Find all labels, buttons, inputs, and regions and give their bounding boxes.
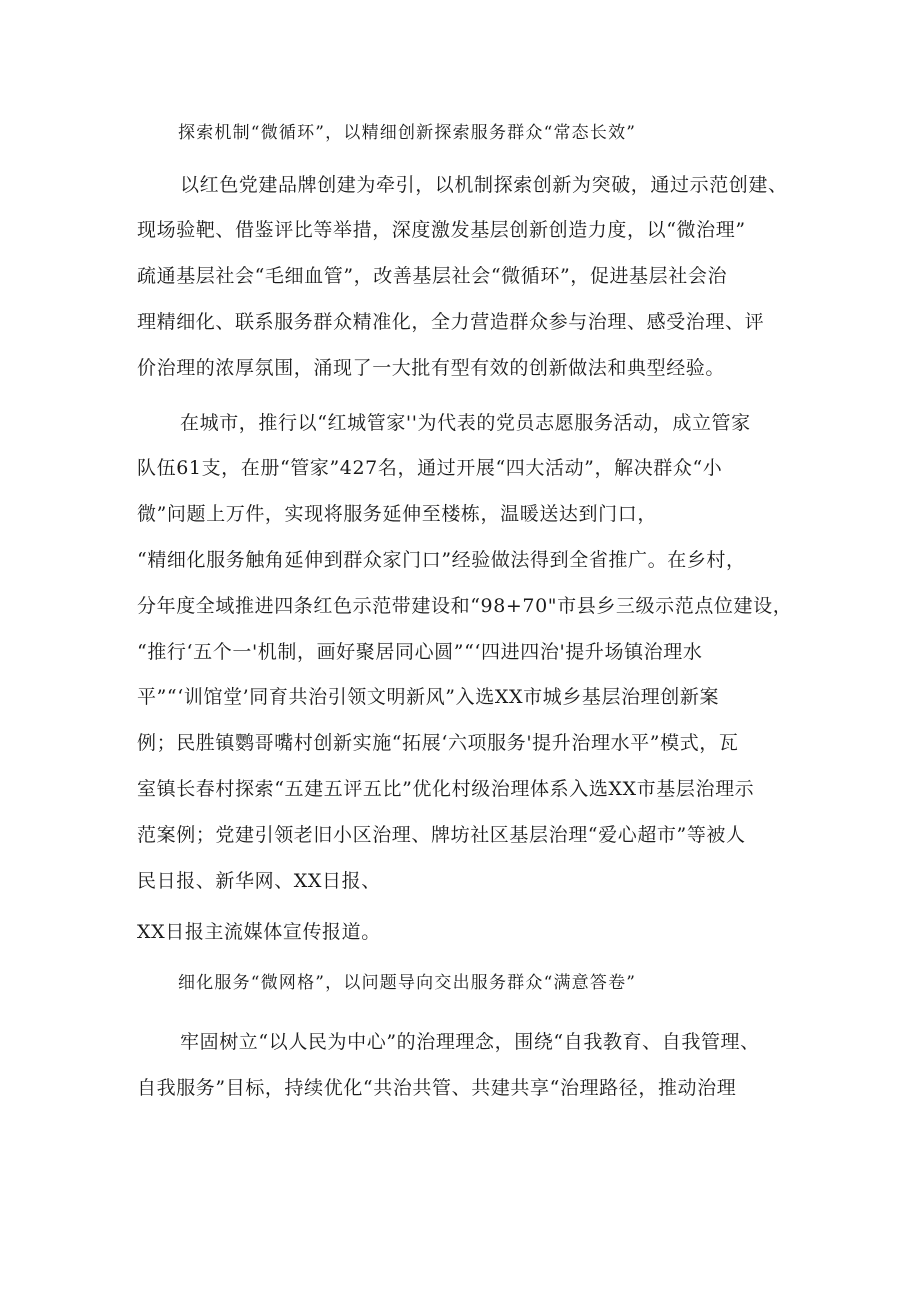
paragraph-2-line-2: 队伍61支，在册“管家”427名，通过开展“四大活动”，解决群众“小 xyxy=(137,457,723,479)
paragraph-3-line-1: 牢固树立“以人民为中心”的治理理念，围绕“自我教育、自我管理、 xyxy=(180,1031,760,1053)
paragraph-2-line-9: 室镇长春村探索“五建五评五比”优化村级治理体系入选XX市基层治理示 xyxy=(137,778,755,800)
paragraph-2-line-1: 在城市，推行以“红城管家''为代表的党员志愿服务活动，成立管家 xyxy=(180,412,751,434)
paragraph-2-line-7: 平”“‘训馆堂’同育共治引领文明新风”入选XX市城乡基层治理创新案 xyxy=(137,686,720,708)
paragraph-2-line-6: “推行‘五个一'机制，画好聚居同心圆”“‘四进四治'提升场镇治理水 xyxy=(137,641,703,663)
section-heading-1: 探索机制“微循环”，以精细创新探索服务群众“常态长效” xyxy=(178,123,637,143)
paragraph-2-line-11: 民日报、新华网、XX日报、 xyxy=(137,870,381,892)
paragraph-2-line-5: 分年度全域推进四条红色示范带建设和“98+70"市县乡三级示范点位建设， xyxy=(137,595,793,617)
section-heading-2: 细化服务“微网格”，以问题导向交出服务群众“满意答卷” xyxy=(178,973,637,993)
paragraph-1-line-3: 疏通基层社会“毛细血管”，改善基层社会“微循环”，促进基层社会治 xyxy=(137,265,728,287)
paragraph-2-line-12: XX日报主流媒体宣传报道。 xyxy=(137,921,381,943)
paragraph-2-line-3: 微”问题上万件，实现将服务延伸至楼栋，温暖送达到门口， xyxy=(137,503,657,525)
paragraph-2-line-8: 例；民胜镇鹦哥嘴村创新实施“拓展‘六项服务'提升治理水平”模式，瓦 xyxy=(137,732,739,754)
paragraph-1-line-5: 价治理的浓厚氛围，涌现了一大批有型有效的创新做法和典型经验。 xyxy=(137,357,726,379)
paragraph-3-line-2: 自我服务”目标，持续优化“共治共管、共建共享“治理路径，推动治理 xyxy=(137,1077,737,1099)
paragraph-1-line-2: 现场验靶、借鉴评比等举措，深度激发基层创新创造力度，以“微治理” xyxy=(137,219,746,241)
paragraph-2-line-4: “精细化服务触角延伸到群众家门口”经验做法得到全省推广。在乡村， xyxy=(137,549,746,571)
paragraph-1-line-1: 以红色党建品牌创建为牵引，以机制探索创新为突破，通过示范创建、 xyxy=(180,174,788,196)
paragraph-1-line-4: 理精细化、联系服务群众精准化，全力营造群众参与治理、感受治理、评 xyxy=(137,311,765,333)
paragraph-2-line-10: 范案例；党建引领老旧小区治理、牌坊社区基层治理“爱心超市”等被人 xyxy=(137,824,746,846)
